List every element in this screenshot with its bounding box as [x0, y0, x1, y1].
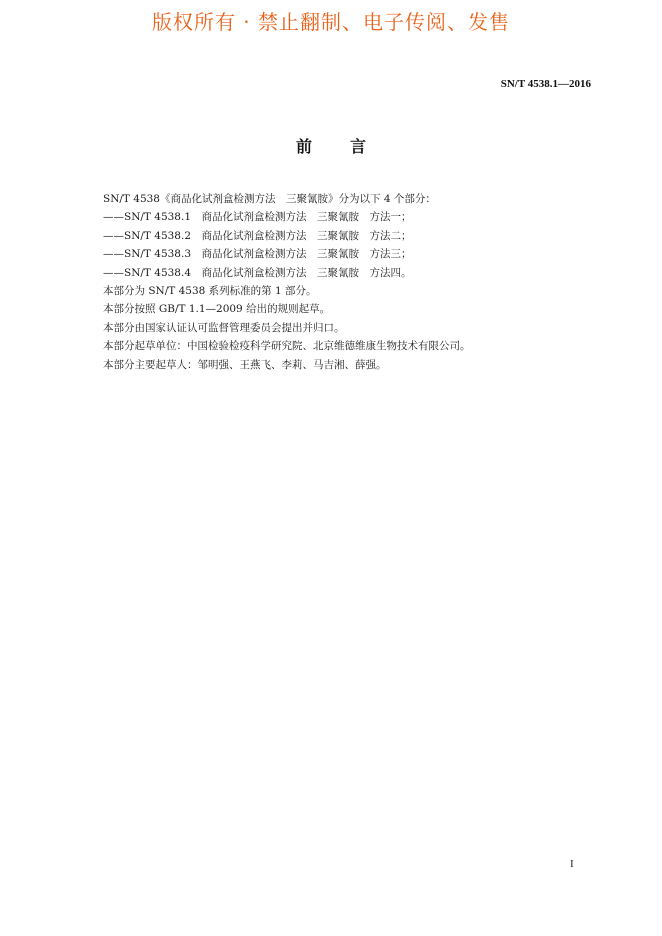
drafting-units-paragraph: 本部分起草单位：中国检验检疫科学研究院、北京维德维康生物技术有限公司。: [103, 340, 471, 353]
foreword-body: [103, 190, 573, 374]
part-list-item-3: ——SN/T 4538.3 商品化试剂盒检测方法 三聚氰胺 方法三；: [103, 248, 412, 261]
proposer-paragraph: 本部分由国家认证认可监督管理委员会提出并归口。: [103, 321, 345, 334]
part-list-item-4: ——SN/T 4538.4 商品化试剂盒检测方法 三聚氰胺 方法四。: [103, 266, 412, 279]
part-list-item-2: ——SN/T 4538.2 商品化试剂盒检测方法 三聚氰胺 方法二；: [103, 229, 412, 242]
series-part-paragraph: 本部分为 SN/T 4538 系列标准的第 1 部分。: [103, 285, 317, 298]
copyright-watermark: 版权所有 · 禁止翻制、电子传阅、发售: [151, 10, 511, 34]
page-title: 前言: [295, 137, 404, 156]
drafters-paragraph: 本部分主要起草人：邹明强、王燕飞、李莉、马吉湘、薛强。: [103, 358, 387, 371]
standard-code: SN/T 4538.1—2016: [500, 78, 591, 90]
part-list-item-1: ——SN/T 4538.1 商品化试剂盒检测方法 三聚氰胺 方法一；: [103, 211, 412, 224]
drafting-rules-paragraph: 本部分按照 GB/T 1.1—2009 给出的规则起草。: [103, 303, 331, 316]
intro-paragraph: SN/T 4538《商品化试剂盒检测方法 三聚氰胺》分为以下 4 个部分：: [103, 193, 436, 205]
page-number: I: [570, 858, 574, 870]
